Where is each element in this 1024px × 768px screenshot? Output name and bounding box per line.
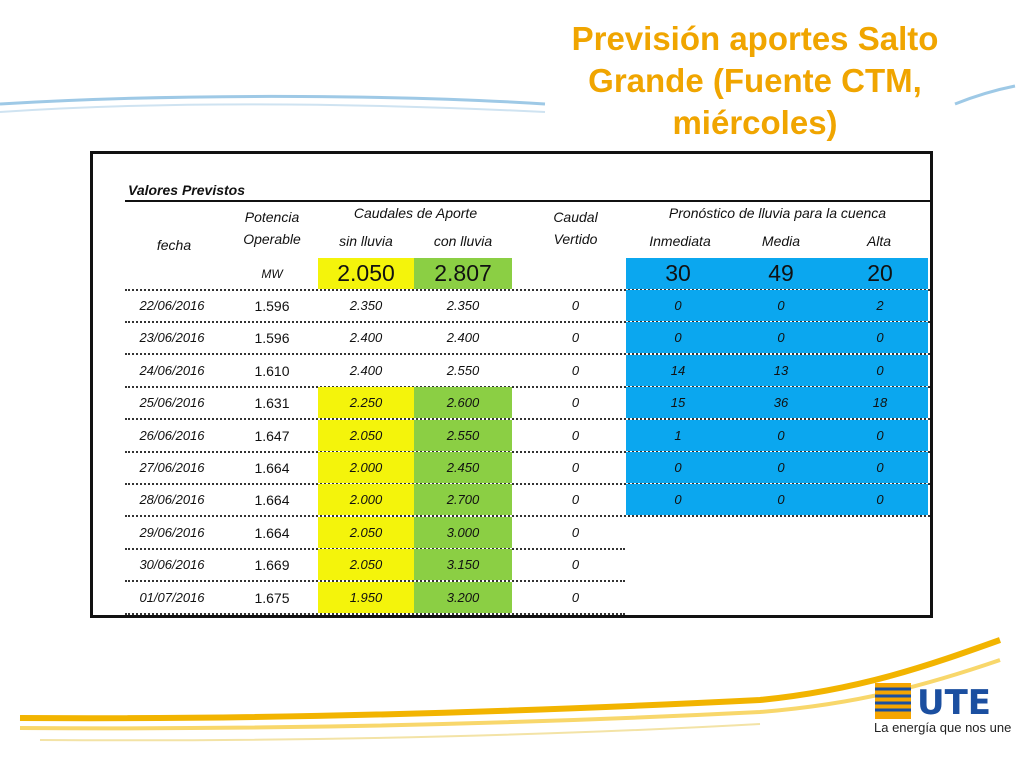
row-potencia: 1.664 (254, 524, 290, 541)
row-media: 13 (730, 355, 832, 386)
row-con-lluvia: 2.400 (446, 330, 480, 345)
row-con-lluvia: 2.350 (446, 298, 480, 313)
total-media: 49 (730, 258, 832, 289)
row-potencia: 1.664 (254, 491, 290, 508)
row-media: 0 (730, 420, 832, 451)
row-inmediata: 0 (626, 322, 730, 353)
row-vertido: 0 (571, 492, 580, 507)
total-alta: 20 (832, 258, 928, 289)
row-media: 0 (730, 290, 832, 321)
row-con-lluvia: 3.200 (414, 582, 512, 613)
row-sin-lluvia: 2.350 (349, 298, 383, 313)
row-alta: 0 (832, 452, 928, 483)
row-inmediata: 0 (626, 484, 730, 515)
row-potencia: 1.596 (254, 329, 290, 346)
total-sin-lluvia: 2.050 (318, 258, 414, 289)
row-fecha: 24/06/2016 (139, 363, 205, 378)
row-sin-lluvia: 2.050 (318, 549, 414, 580)
row-sin-lluvia: 2.000 (318, 484, 414, 515)
total-con-lluvia: 2.807 (414, 258, 512, 289)
total-inmediata: 30 (626, 258, 730, 289)
row-vertido: 0 (571, 525, 580, 540)
row-fecha: 29/06/2016 (139, 525, 205, 540)
row-inmediata: 1 (626, 420, 730, 451)
ute-logo-icon (875, 683, 1005, 719)
row-vertido: 0 (571, 330, 580, 345)
ute-logo-text: UTE (917, 683, 992, 719)
row-sin-lluvia: 1.950 (318, 582, 414, 613)
row-fecha: 25/06/2016 (139, 395, 205, 410)
row-media: 0 (730, 452, 832, 483)
row-potencia: 1.675 (254, 589, 290, 606)
row-fecha: 23/06/2016 (139, 330, 205, 345)
row-con-lluvia: 2.700 (414, 484, 512, 515)
row-con-lluvia: 2.550 (446, 363, 480, 378)
page-title: Previsión aportes Salto Grande (Fuente CTM, miércoles) (571, 20, 939, 141)
row-vertido: 0 (571, 298, 580, 313)
header-fecha: fecha (156, 237, 192, 253)
row-vertido: 0 (571, 557, 580, 572)
row-inmediata: 15 (626, 387, 730, 418)
row-fecha: 01/07/2016 (139, 590, 205, 605)
row-inmediata: 0 (626, 452, 730, 483)
row-con-lluvia: 2.550 (414, 420, 512, 451)
row-sin-lluvia: 2.050 (318, 420, 414, 451)
row-alta: 0 (832, 355, 928, 386)
row-fecha: 27/06/2016 (139, 460, 205, 475)
header-alta: Alta (866, 233, 892, 249)
row-media: 36 (730, 387, 832, 418)
row-alta: 0 (832, 322, 928, 353)
row-alta: 0 (832, 420, 928, 451)
header-pronostico: Pronóstico de lluvia para la cuenca (668, 205, 887, 221)
row-sin-lluvia: 2.400 (349, 330, 383, 345)
brand-tagline: La energía que nos une (874, 720, 1012, 735)
row-sin-lluvia: 2.400 (349, 363, 383, 378)
row-alta: 18 (832, 387, 928, 418)
row-con-lluvia: 2.600 (414, 387, 512, 418)
section-title: Valores Previstos (128, 182, 245, 198)
row-potencia: 1.647 (254, 427, 290, 444)
unit-mw: MW (261, 266, 283, 281)
row-con-lluvia: 2.450 (414, 452, 512, 483)
row-vertido: 0 (571, 460, 580, 475)
row-fecha: 30/06/2016 (139, 557, 205, 572)
row-sin-lluvia: 2.250 (318, 387, 414, 418)
row-media: 0 (730, 322, 832, 353)
row-sin-lluvia: 2.050 (318, 517, 414, 548)
header-inmediata: Inmediata (649, 233, 711, 249)
header-sin-lluvia: sin lluvia (339, 233, 393, 249)
row-divider (125, 613, 625, 615)
row-vertido: 0 (571, 363, 580, 378)
row-potencia: 1.610 (254, 362, 290, 379)
row-alta: 2 (832, 290, 928, 321)
header-potencia: Potencia (244, 209, 300, 225)
row-fecha: 26/06/2016 (139, 428, 205, 443)
row-inmediata: 14 (626, 355, 730, 386)
row-vertido: 0 (571, 395, 580, 410)
header-caudales-aporte: Caudales de Aporte (353, 205, 478, 221)
header-vertido: Vertido (553, 231, 598, 247)
header-con-lluvia: con lluvia (433, 233, 493, 249)
row-inmediata: 0 (626, 290, 730, 321)
row-vertido: 0 (571, 590, 580, 605)
row-con-lluvia: 3.000 (414, 517, 512, 548)
row-vertido: 0 (571, 428, 580, 443)
header-media: Media (761, 233, 801, 249)
header-caudal: Caudal (553, 209, 598, 225)
row-potencia: 1.669 (254, 556, 290, 573)
row-media: 0 (730, 484, 832, 515)
row-alta: 0 (832, 484, 928, 515)
row-potencia: 1.631 (254, 394, 290, 411)
row-con-lluvia: 3.150 (414, 549, 512, 580)
row-sin-lluvia: 2.000 (318, 452, 414, 483)
row-fecha: 22/06/2016 (139, 298, 205, 313)
row-potencia: 1.664 (254, 459, 290, 476)
header-operable: Operable (243, 231, 301, 247)
row-potencia: 1.596 (254, 297, 290, 314)
row-fecha: 28/06/2016 (139, 492, 205, 507)
